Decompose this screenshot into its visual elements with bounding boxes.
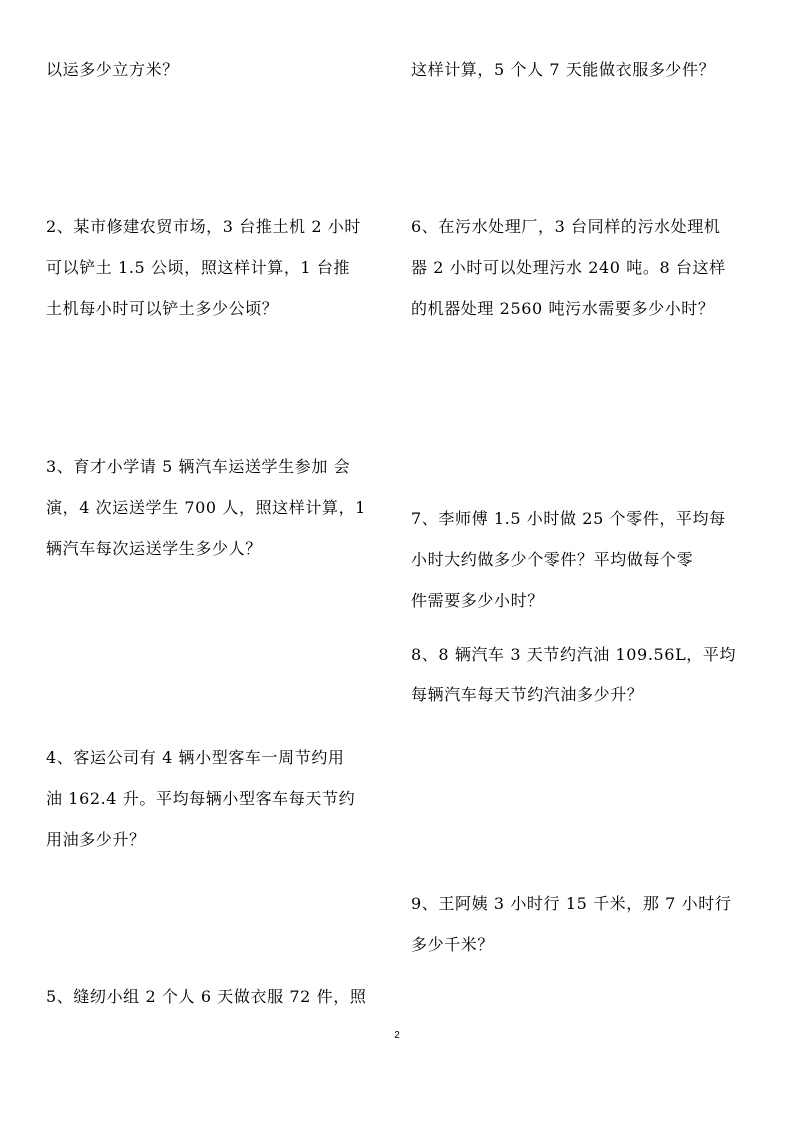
- problem-2-line: 2、某市修建农贸市场，3 台推土机 2 小时: [46, 217, 361, 236]
- problem-8-line: 每辆汽车每天节约汽油多少升？: [411, 685, 644, 704]
- problem-7-line: 小时大约做多少个零件？平均做每个零: [411, 550, 694, 569]
- problem-6-line: 的机器处理 2560 吨污水需要多少小时？: [411, 299, 715, 318]
- problem-8-line: 8、8 辆汽车 3 天节约汽油 109.56L，平均: [411, 645, 737, 664]
- problem-4-line: 用油多少升？: [46, 830, 146, 849]
- problem-3-line: 3、育才小学请 5 辆汽车运送学生参加 会: [46, 457, 351, 476]
- problem-7-line: 7、李师傅 1.5 小时做 25 个零件，平均每: [411, 509, 726, 528]
- problem-4-line: 油 162.4 升。平均每辆小型客车每天节约: [46, 789, 356, 808]
- problem-2-line: 可以铲土 1.5 公顷，照这样计算，1 台推: [46, 258, 351, 277]
- problem-6-line: 器 2 小时可以处理污水 240 吨。8 台这样: [411, 258, 726, 277]
- problem-1-continuation: 以运多少立方米？: [46, 60, 179, 79]
- problem-9-line: 多少千米？: [411, 935, 495, 954]
- page-number: 2: [394, 1030, 400, 1041]
- problem-2-line: 土机每小时可以铲土多少公顷？: [46, 299, 279, 318]
- problem-3-line: 辆汽车每次运送学生多少人？: [46, 539, 262, 558]
- problem-5-continuation: 这样计算，5 个人 7 天能做衣服多少件？: [411, 60, 716, 79]
- problem-4-line: 4、客运公司有 4 辆小型客车一周节约用: [46, 748, 345, 767]
- problem-5-line: 5、缝纫小组 2 个人 6 天做衣服 72 件，照: [46, 987, 367, 1006]
- problem-3-line: 演，4 次运送学生 700 人，照这样计算，1: [46, 498, 366, 517]
- problem-7-line: 件需要多少小时？: [411, 591, 544, 610]
- problem-9-line: 9、王阿姨 3 小时行 15 千米，那 7 小时行: [411, 894, 732, 913]
- problem-6-line: 6、在污水处理厂，3 台同样的污水处理机: [411, 217, 721, 236]
